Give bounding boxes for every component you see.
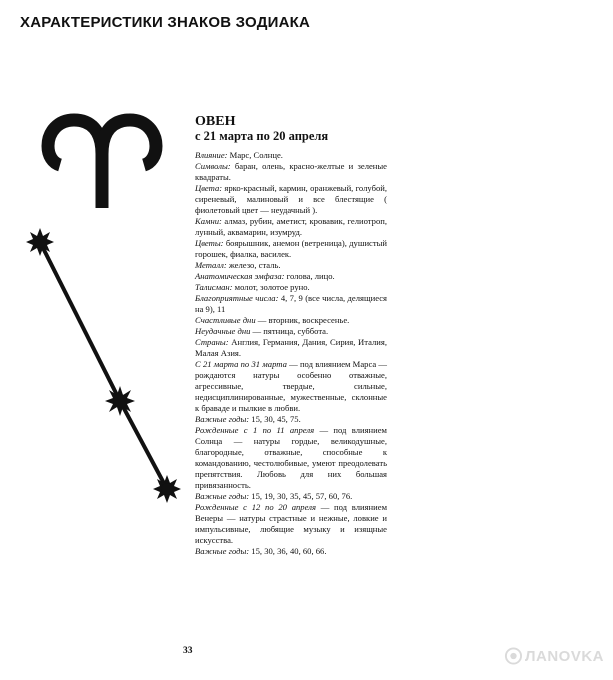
paragraph-text: Англия, Германия, Дания, Сирия, Италия, Малая Азия.	[195, 337, 387, 358]
paragraph-label: Рожденные с 1 по 11 апреля	[195, 425, 315, 435]
paragraph	[195, 238, 387, 260]
aries-glyph-icon	[38, 112, 168, 212]
paragraph-text: — пятница, суббота.	[250, 326, 329, 336]
aries-constellation-diagram	[0, 215, 200, 515]
paragraph-text: — вторник, воскресенье.	[255, 315, 350, 325]
watermark-text: ЛANOVKA	[524, 647, 604, 665]
paragraph-label: Важные годы:	[195, 491, 250, 501]
paragraph-label: Анатомическая эмфаза:	[195, 271, 285, 281]
paragraph-label: Металл:	[195, 260, 227, 270]
paragraph	[195, 491, 387, 502]
article-body	[195, 150, 387, 557]
paragraph-label: Важные годы:	[195, 546, 250, 556]
paragraph-label: Важные годы:	[195, 414, 250, 424]
paragraph-text: боярышник, анемон (ветреница), душистый горошек, фиалка, василек.	[195, 238, 387, 259]
constellation-star-icon	[26, 228, 54, 256]
paragraph	[195, 502, 387, 546]
paragraph	[195, 425, 387, 491]
page-header: ХАРАКТЕРИСТИКИ ЗНАКОВ ЗОДИАКА	[20, 14, 310, 31]
paragraph-text: ярко-красный, кармин, оранжевый, голубой, сиреневый, малиновый и все блестящие ( фиолетовый цвет — неудачный ).	[195, 183, 387, 215]
paragraph-text: — под влиянием Марса — рождаются натуры особенно отважные, агрессивные, твердые, сильные, недисциплинированные, мужественные, склонные к браваде и пылкие в любви.	[195, 359, 388, 413]
sign-date-range: с 21 марта по 20 апреля	[195, 129, 329, 143]
paragraph-text: — под влиянием Солнца — натуры гордые, великодушные, благородные, отважные, способные к командованию, честолюбивые, умеют преодолевать препятствия. Любовь для них большая привязанность.	[195, 425, 387, 490]
paragraph-label: Благоприятные числа:	[195, 293, 279, 303]
paragraph-label: Счастливые дни	[195, 315, 256, 325]
watermark	[504, 638, 604, 674]
paragraph	[195, 150, 387, 161]
paragraph-text: алмаз, рубин, аметист, кровавик, гелиотроп, лунный, аквамарин, изумруд.	[195, 216, 387, 237]
paragraph	[195, 271, 387, 282]
aries-article	[195, 115, 387, 557]
paragraph	[195, 293, 387, 315]
paragraph	[195, 546, 387, 557]
paragraph-text: 15, 30, 36, 40, 60, 66.	[249, 546, 327, 556]
paragraph-text: 15, 19, 30, 35, 45, 57, 60, 76.	[249, 491, 353, 501]
paragraph-text: — под влиянием Венеры — натуры страстные и нежные, ловкие и импульсивные, любящие музыку и изящные искусства.	[195, 502, 388, 545]
paragraph	[195, 359, 387, 414]
page-number: 33	[183, 646, 193, 656]
paragraph-label: Камни:	[195, 216, 222, 226]
sign-title: ОВЕН	[195, 114, 236, 129]
constellation-line	[120, 401, 167, 489]
paragraph-text: баран, олень, красно-желтые и зеленые квадраты.	[195, 161, 387, 182]
paragraph	[195, 161, 387, 183]
paragraph-label: Талисман:	[195, 282, 233, 292]
paragraph-label: С 21 марта по 31 марта	[195, 359, 287, 369]
paragraph-label: Влияние:	[195, 150, 228, 160]
paragraph	[195, 183, 387, 216]
paragraph-label: Цветы:	[195, 238, 224, 248]
paragraph	[195, 315, 387, 326]
paragraph	[195, 216, 387, 238]
paragraph-label: Символы:	[195, 161, 231, 171]
paragraph-label: Рожденные с 12 по 20 апреля	[195, 502, 316, 512]
paragraph-text: молот, золотое руно.	[232, 282, 310, 292]
paragraph	[195, 260, 387, 271]
paragraph-text: 4, 7, 9 (все числа, делящиеся на 9), 11	[195, 293, 387, 314]
paragraph	[195, 337, 387, 359]
paragraph	[195, 326, 387, 337]
paragraph-text: голова, лицо.	[284, 271, 335, 281]
paragraph-label: Страны:	[195, 337, 229, 347]
constellation-star-icon	[153, 475, 181, 503]
paragraph-text: железо, сталь.	[226, 260, 281, 270]
paragraph	[195, 282, 387, 293]
constellation-star-icon	[105, 386, 135, 416]
paragraph-text: Марс, Солнце.	[227, 150, 283, 160]
watermark-logo-icon	[504, 641, 523, 671]
constellation-line	[40, 242, 120, 401]
paragraph	[195, 414, 387, 425]
paragraph-label: Неудачные дни	[195, 326, 251, 336]
paragraph-text: 15, 30, 45, 75.	[249, 414, 301, 424]
paragraph-label: Цвета:	[195, 183, 223, 193]
